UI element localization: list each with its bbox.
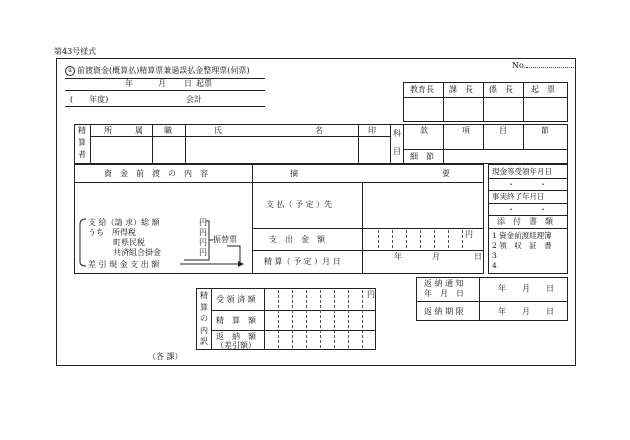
detail-tick-2	[292, 290, 293, 348]
attachment-4: 4	[492, 261, 497, 270]
detail-tick-6	[348, 290, 349, 348]
attachments-header: 添 付 書 類	[497, 217, 553, 226]
summary-header-1: 摘	[290, 169, 298, 178]
expenditure-unit: 円	[465, 230, 473, 239]
account-label: 会計	[186, 95, 202, 104]
header-affiliation-1: 所	[104, 126, 112, 135]
advance-row-resident-tax: 町県民税	[113, 238, 145, 247]
advance-row-total: 支 給（請 求）総 額	[88, 218, 160, 227]
header-moku: 目	[499, 126, 507, 135]
detail-tick-4	[320, 290, 321, 348]
date-day: 日	[184, 79, 192, 88]
detail-label-col	[211, 288, 212, 350]
advance-row-income-tax-unit: 円	[199, 228, 207, 237]
cash-receipt-date: 現金等受領年月日	[492, 167, 552, 176]
subject-label: 科 目	[393, 129, 401, 156]
settlement-month: 月	[432, 252, 440, 261]
detail-tick-7	[362, 290, 363, 348]
advance-header: 資 金 前 渡 の 内 容	[104, 169, 208, 178]
advance-row-total-unit: 円	[199, 218, 207, 227]
settlement-year: 年	[394, 252, 402, 261]
settler-label: 精 算 者	[78, 126, 86, 159]
rp-line-1	[488, 178, 568, 179]
settled-amount-label: 精 算 額	[216, 316, 256, 325]
settlement-detail-label: 精 算 の 内 訳	[200, 291, 208, 346]
header-kou: 項	[462, 126, 470, 135]
refund-notice-label: 返 納 通 知	[424, 279, 464, 288]
amount-tick-1	[378, 230, 379, 248]
no-text: No.	[512, 61, 527, 70]
form-title: 前渡資金(概算払)精算票兼過誤払金整理票(伺票)	[77, 66, 250, 75]
settlement-day: 日	[474, 252, 482, 261]
attachment-1: 1 資金前渡経理簿	[492, 231, 552, 240]
detail-tick-1	[278, 290, 279, 348]
date-suffix: 起票	[196, 79, 212, 88]
form-number: 第43号様式	[54, 47, 97, 56]
return-amount-sub: （差引額）	[216, 341, 256, 350]
received-amount-label: 受 領 済 額	[216, 295, 256, 304]
summary-line-2	[252, 250, 484, 251]
amount-tick-4	[420, 230, 421, 248]
completion-dots: ・ ・	[507, 205, 547, 214]
detail-tick-3	[306, 290, 307, 348]
summary-line-1	[252, 228, 484, 229]
detail-line-1	[211, 310, 376, 311]
advance-row-net-cash: 差 引 現 金 支 出 額	[88, 260, 160, 269]
date-year: 年	[125, 79, 133, 88]
rp-line-4	[488, 215, 568, 216]
advance-row-resident-tax-unit: 円	[199, 238, 207, 247]
amount-tick-5	[434, 230, 435, 248]
advance-row-income-tax: うち 所得税	[88, 228, 136, 237]
amount-tick-3	[406, 230, 407, 248]
attachment-2: 2 領 収 証 書	[492, 241, 552, 250]
refund-col	[479, 277, 480, 321]
rp-line-3	[488, 203, 568, 204]
refund-notice-date: 年 月 日	[498, 284, 554, 293]
advance-row-mutual-aid: 共済組合掛金	[113, 248, 161, 257]
fiscal-year: ( 年度)	[70, 95, 109, 104]
transfer-label: 振替票	[213, 235, 237, 244]
each-department: （各 課）	[148, 352, 183, 361]
approval-sub-chief: 係 長	[489, 85, 513, 94]
refund-mid	[416, 301, 568, 302]
approval-drafter: 起 票	[531, 85, 555, 94]
rp-line-2	[488, 190, 568, 191]
refund-deadline-label: 返 納 期 限	[424, 307, 464, 316]
detail-value-col	[264, 288, 265, 350]
settlement-label: 精 算（ 予 定 ）月 日	[264, 257, 341, 266]
header-name-2: 名	[315, 126, 323, 135]
header-name-1: 氏	[214, 126, 222, 135]
header-setsu: 節	[541, 126, 549, 135]
return-amount-label: 返 納 額	[216, 332, 256, 341]
detail-line-2	[211, 330, 376, 331]
payee-label: 支 払（ 予 定 ）先	[266, 200, 333, 209]
approval-superintendent: 教育長	[410, 85, 434, 94]
completion-date: 事実終了年月日	[492, 192, 545, 201]
summary-header-2: 要	[442, 169, 450, 178]
header-position: 職	[164, 126, 172, 135]
attachment-3: 3	[492, 251, 497, 260]
date-month: 月	[158, 79, 166, 88]
detail-tick-5	[334, 290, 335, 348]
header-affiliation-2: 属	[135, 126, 143, 135]
amount-tick-6	[448, 230, 449, 248]
header-saisetsu: 細 節	[410, 152, 434, 161]
header-seal: 印	[368, 126, 376, 135]
cash-receipt-dots: ・ ・	[507, 180, 547, 189]
expenditure-label: 支 出 金 額	[269, 235, 325, 244]
title-circle: a	[65, 66, 75, 76]
approval-section-chief: 課 長	[449, 85, 473, 94]
amount-tick-7	[462, 230, 463, 248]
rp-line-5	[488, 228, 568, 229]
refund-notice-label2: 年 月 日	[424, 289, 464, 298]
advance-row-mutual-aid-unit: 円	[199, 248, 207, 257]
refund-deadline-date: 年 月 日	[498, 307, 554, 316]
summary-label-col	[362, 182, 363, 274]
received-amount-unit: 円	[367, 290, 375, 299]
header-kan: 款	[420, 126, 428, 135]
amount-tick-2	[392, 230, 393, 248]
